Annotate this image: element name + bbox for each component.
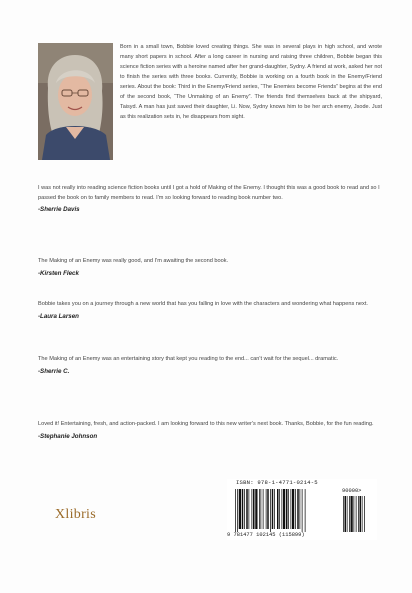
review-text: The Making of an Enemy was really good, and I'm awaiting the second book. <box>38 258 229 264</box>
barcode-bar <box>302 489 303 532</box>
review-text: I was not really into reading science fiction books until I got a hold of Making of the Enemy. I thought this was a good book to read and so I passed the book on to family members to read. I'm so looking forward to reading book number two. <box>38 185 380 201</box>
barcode-bar <box>288 489 289 529</box>
review-1 <box>38 184 383 213</box>
barcode-bar <box>261 489 262 529</box>
review-author: -Stephanie Johnson <box>38 432 98 440</box>
barcode-addon-bar <box>356 496 357 532</box>
review-author: -Sherrie Davis <box>38 206 80 214</box>
barcode-bar <box>246 489 248 529</box>
barcode-bar <box>274 489 275 529</box>
barcode-addon-bar <box>360 496 362 532</box>
barcode-addon-bar <box>358 496 359 532</box>
barcode-bar <box>292 489 294 529</box>
review-4 <box>38 355 383 375</box>
barcode-icon <box>227 487 377 533</box>
review-2 <box>38 257 383 277</box>
barcode-bar <box>239 489 241 529</box>
review-author: -Kirsten Fleck <box>38 269 79 277</box>
review-author: -Laura Larsen <box>38 312 79 320</box>
barcode-bar <box>267 489 269 529</box>
barcode-bar <box>272 489 274 529</box>
author-bio: Born in a small town, Bobbie loved creating things. She was in several plays in high school, and wrote many short papers in school. After a long career in nursing and raising three children, Bobbie began this science fiction series with a heroine named after her grand-daughter, Sydny. A friend at work, asked her not to finish the series with three books. Currently, Bobbie is working on a fourth book in the Enemy/Friend series. About the book: Third in the Enemy/Friend series, “The Enemies become Friends” begins at the end of the second book, “The Unmaking of an Enemy”. The friends find themselves back at the shipyard, Taisyd. A man has just saved their daughter, Li. Now, Sydny knows him to be her arch enemy, Jsode. Just as this realization sets in, he disappears from sight. <box>120 44 382 120</box>
barcode-bar <box>270 489 271 532</box>
author-portrait-icon <box>38 43 113 160</box>
barcode-addon-bar <box>343 496 344 532</box>
barcode-bar <box>252 489 253 529</box>
publisher-logo: Xlibris <box>55 507 96 522</box>
barcode-addon-bar <box>354 496 355 532</box>
barcode-addon-bar <box>349 496 350 532</box>
barcode-addon-bar <box>347 496 348 532</box>
review-author: -Sherrie C. <box>38 367 70 375</box>
barcode-bar <box>305 489 306 532</box>
review-3 <box>38 300 383 320</box>
barcode-bar <box>297 489 299 529</box>
barcode-addon-bar <box>364 496 365 532</box>
barcode-digits: 9 781477 102145 (115899) <box>227 532 305 538</box>
barcode-bar <box>291 489 292 529</box>
barcode-bar <box>235 489 236 532</box>
barcode-addon-bar <box>362 496 363 532</box>
review-text: The Making of an Enemy was an entertaining story that kept you reading to the end... can't wait for the sequel... dramatic. <box>38 356 339 362</box>
barcode-bar <box>277 489 279 529</box>
price-code: 90000> <box>342 488 362 494</box>
barcode-bar <box>300 489 301 529</box>
review-text: Loved it! Entertaining, fresh, and action-packed. I am looking forward to this new writer's next book. Thanks, Bobbie, for the fun reading. <box>38 421 374 427</box>
barcode-bar <box>259 489 260 529</box>
barcode-bar <box>255 489 257 529</box>
barcode-bar <box>249 489 250 529</box>
barcode-bar <box>282 489 283 529</box>
barcode-bar <box>295 489 296 529</box>
barcode-bar <box>266 489 267 529</box>
barcode-bar <box>279 489 280 529</box>
barcode-addon-bar <box>351 496 353 532</box>
barcode-bar <box>253 489 255 529</box>
barcode-bar <box>283 489 285 529</box>
review-5 <box>38 420 383 440</box>
barcode-bar <box>237 489 238 532</box>
barcode-addon-bar <box>345 496 347 532</box>
barcode-bar <box>244 489 245 529</box>
barcode-bar <box>263 489 264 529</box>
review-text: Bobbie takes you on a journey through a new world that has you falling in love with the characters and wondering what happens next. <box>38 301 368 307</box>
author-photo <box>38 43 113 160</box>
isbn-label: ISBN: 978-1-4771-0214-5 <box>236 479 318 486</box>
barcode-bar <box>242 489 244 529</box>
isbn-barcode <box>227 479 377 540</box>
barcode-bar <box>286 489 288 529</box>
